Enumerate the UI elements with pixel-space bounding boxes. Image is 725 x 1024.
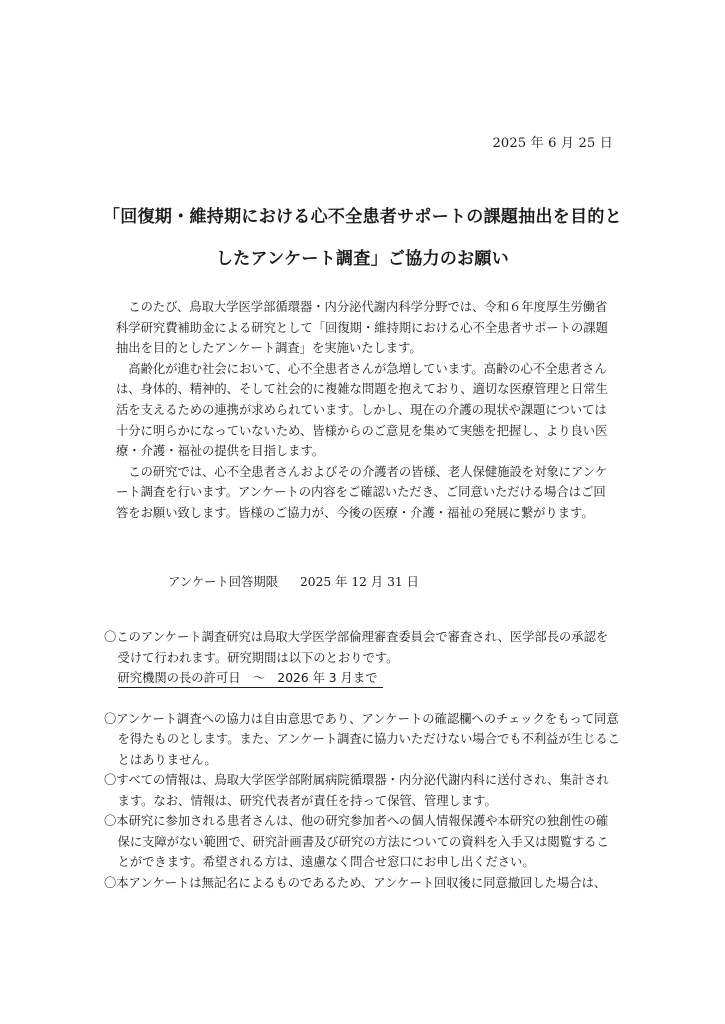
document-date: 2025 年 6 月 25 日 [492, 136, 613, 151]
survey-deadline [168, 572, 419, 590]
research-period: 研究機関の長の許可日 ～ 2026 年 3 月まで [118, 670, 384, 688]
note-voluntary: 〇アンケート調査への協力は自由意思であり、アンケートの確認欄へのチェックをもって同意を得たものとします。また、アンケート調査に協力いただけない場合でも不利益が生じることはありません。 [104, 711, 620, 767]
deadline-label: アンケート回答期限 [168, 575, 278, 589]
intro-paragraph-3: この研究では、心不全患者さんおよびその介護者の皆様、老人保健施設を対象にアンケート調査を行います。アンケートの内容をご確認いただき、ご同意いただける場合はご回答をお願い致します。皆様のご協力が、今後の医療・介護・福祉の発展に繋がります。 [116, 464, 608, 520]
document-title-line2: したアンケート調査」ご協力のお願い [215, 249, 510, 269]
note-ethics-review: 〇このアンケート調査研究は鳥取大学医学部倫理審査委員会で審査され、医学部長の承認を受けて行われます。研究期間は以下のとおりです。 [104, 630, 609, 665]
note-information-handling: 〇すべての情報は、鳥取大学医学部附属病院循環器・内分泌代謝内科に送付され、集計されます。なお、情報は、研究代表者が責任を持って保管、管理します。 [104, 773, 609, 808]
deadline-value: 2025 年 12 月 31 日 [299, 575, 419, 589]
intro-section [116, 297, 616, 524]
notes-section [104, 627, 620, 893]
intro-paragraph-1: このたび、鳥取大学医学部循環器・内分泌代謝内科学分野では、令和６年度厚生労働省科学研究費補助金による研究として「回復期・維持期における心不全患者サポートの課題抽出を目的としたアンケート調査」を実施いたします。 [116, 300, 608, 356]
note-document-access: 〇本研究に参加される患者さんは、他の研究参加者への個人情報保護や本研究の独創性の確保に支障がない範囲で、研究計画書及び研究の方法についての資料を入手又は閲覧することができます。希望される方は、遠慮なく問合せ窓口にお申し出ください。 [104, 814, 609, 869]
note-anonymous: 〇本アンケートは無記名によるものであるため、アンケート回収後に同意撤回した場合は、 [104, 875, 607, 890]
intro-paragraph-2: 高齢化が進む社会において、心不全患者さんが急増しています。高齢の心不全患者さんは、身体的、精神的、そして社会的に複雑な問題を抱えており、適切な医療管理と日常生活を支えるための連携が求められています。しかし、現在の介護の現状や課題については十分に明らかになっていないため、皆様からのご意見を集めて実態を把握し、より良い医療・介護・福祉の提供を目指します。 [116, 361, 608, 459]
research-period-line [104, 668, 620, 689]
document-title-line1: 「回復期・維持期における心不全患者サポートの課題抽出を目的と [103, 207, 622, 227]
